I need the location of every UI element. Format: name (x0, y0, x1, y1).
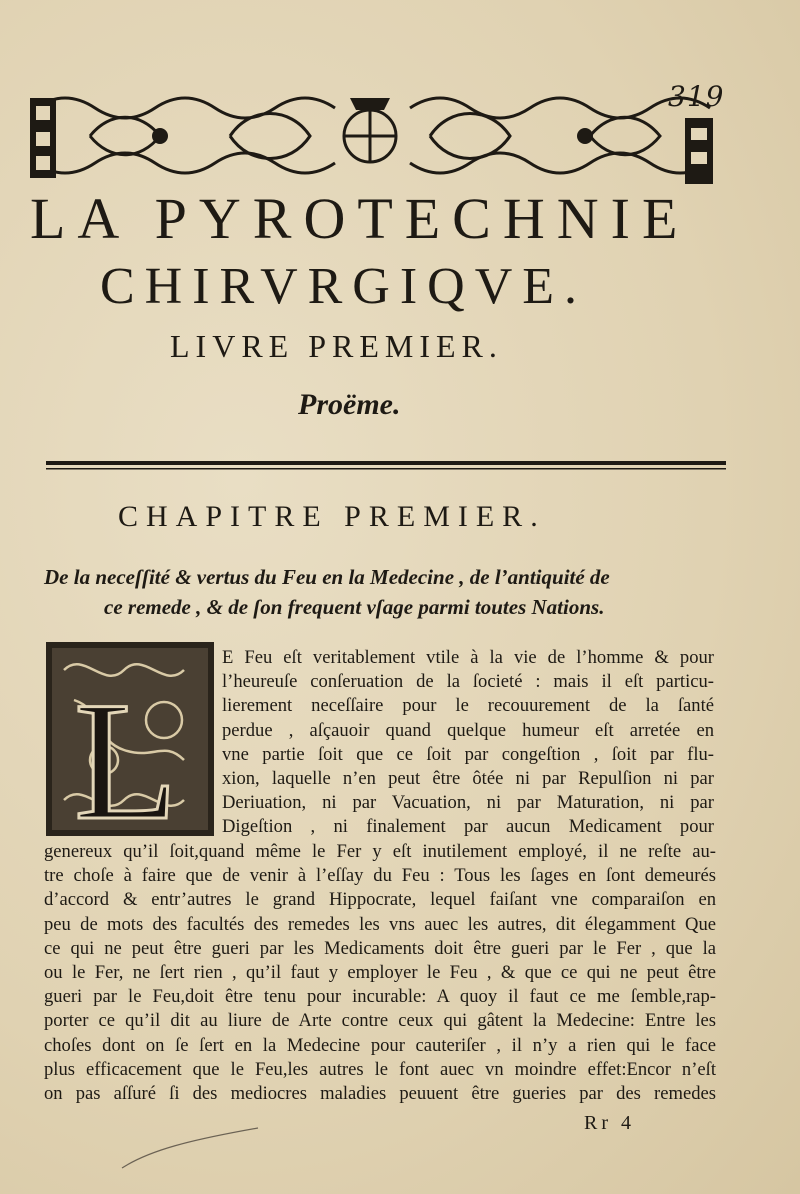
ornamental-headpiece (30, 88, 715, 188)
text-line: ce qui ne peut être gueri par les Medicaments doit être gueri par le Fer , que la (44, 937, 716, 959)
text-line: xion, laquelle n’en peut être ôtée ni par Repulſion ni par (222, 768, 714, 790)
text-line: vne partie ſoit que ce ſoit par congeſtion , ſoit par flu- (222, 743, 714, 765)
chapter-subtitle (44, 562, 744, 622)
text-line: tre choſe à faire que de venir à l’eſſay du Feu : Tous les ſages en ſont demeurés (44, 865, 716, 887)
book-heading: LIVRE PREMIER. (170, 328, 503, 364)
text-line: d’accord & entr’autres le grand Hippocrate, lequel faiſant vne comparaiſon en (44, 889, 716, 911)
text-line: Deriuation, ni par Vacuation, ni par Maturation, ni par (222, 792, 714, 814)
text-line: choſes dont on ſe ſert en la Medecine pour cauteriſer , il n’y a rien qui le face (44, 1034, 716, 1056)
text-line: peu de mots des facultés des remedes les vns auec les autres, dit élegamment Que (44, 913, 716, 935)
text-line: lierement neceſſaire pour le recouurement de la ſanté (222, 695, 714, 717)
subtitle-line-2: ce remede , & de ſon frequent vſage parmi toutes Nations. (104, 595, 605, 619)
text-line: gueri par le Feu,doit être tenu pour incurable: A quoy il faut ce me ſemble,rap- (44, 986, 716, 1008)
text-line: porter ce qu’il dit au liure de Arte contre ceux qui gâtent la Medecine: Entre les (44, 1010, 716, 1032)
text-line: perdue , aſçauoir quand quelque humeur eſt arretée en (222, 719, 714, 741)
title-line-2: CHIRVRGIQVE. (100, 258, 588, 315)
proeme-heading: Proëme. (298, 388, 401, 421)
subtitle-line-1: De la neceſſité & vertus du Feu en la Medecine , de l’antiquité de (44, 565, 610, 589)
text-line: E Feu eſt veritablement vtile à la vie de l’homme & pour (222, 647, 714, 668)
chapter-heading: CHAPITRE PREMIER. (118, 500, 546, 533)
initial-letter: L (74, 667, 178, 838)
text-line: Digeſtion , ni finalement par aucun Medicament pour (222, 816, 714, 838)
text-line: plus efficacement que le Feu,les autres le font auec vn moindre effet:Encor n’eſt (44, 1058, 716, 1080)
signature-mark: Rr 4 (584, 1112, 635, 1134)
page-number: 319 (668, 80, 725, 113)
title-line-1: LA PYROTECHNIE (30, 186, 690, 251)
text-line: ou le Fer, ne ſert rien , qu’il faut y employer le Feu , & que ce qui ne peut être (44, 962, 716, 984)
body-text-indented (222, 646, 714, 840)
text-line: on pas aſſuré ſi des mediocres maladies peuuent être gueries par des remedes (44, 1083, 716, 1105)
pen-stroke-mark (120, 1120, 260, 1170)
text-line: genereux qu’il ſoit,quand même le Fer y eſt inutilement employé, il ne reſte au- (44, 841, 716, 862)
decorated-initial (44, 640, 216, 838)
horizontal-rule (46, 459, 726, 473)
body-text-full (44, 840, 716, 1106)
text-line: l’heureuſe conſeruation de la ſocieté : mais il eſt particu- (222, 671, 714, 693)
